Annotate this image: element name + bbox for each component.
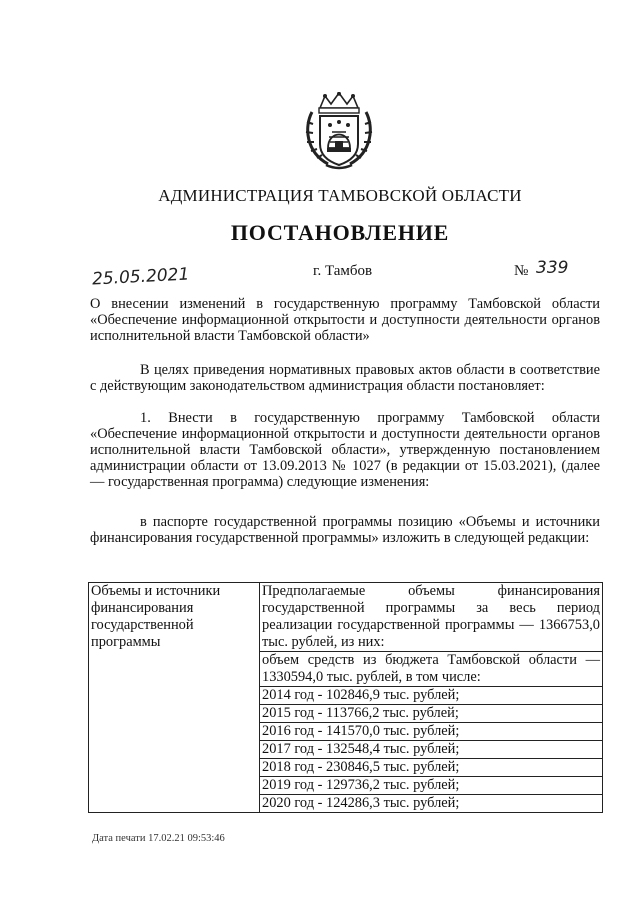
document-date: 25.05.2021 <box>91 264 190 290</box>
funding-year-2019: 2019 год - 129736,2 тыс. рублей; <box>260 777 602 795</box>
document-number-label: № <box>514 263 529 279</box>
paragraph-passport: в паспорте государственной программы позицию «Объемы и источники финансирования государственной программы» изложить в следующей редакции: <box>90 514 600 546</box>
funding-label-cell <box>89 583 260 813</box>
document-title: О внесении изменений в государственную программу Тамбовской области «Обеспечение информационной открытости и доступности деятельности органов исполнительной власти Тамбовской области» <box>90 296 600 344</box>
funding-table <box>88 582 603 813</box>
funding-year-2018: 2018 год - 230846,5 тыс. рублей; <box>260 759 602 777</box>
funding-year-2015: 2015 год - 113766,2 тыс. рублей; <box>260 705 602 723</box>
funding-year-2014: 2014 год - 102846,9 тыс. рублей; <box>260 687 602 705</box>
document-city: г. Тамбов <box>313 263 373 279</box>
funding-label: Объемы и источники финансирования государственной программы <box>91 583 221 650</box>
table-row <box>89 583 603 813</box>
paragraph-item-1: 1. Внести в государственную программу Тамбовской области «Обеспечение информационной открытости и доступности деятельности органов исполнительной власти Тамбовской области», утвержденную постановлением администрации области от 13.09.2013 № 1027 (в редакции от 15.03.2021), (далее — государственная программа) следующие изменения: <box>90 410 600 490</box>
funding-year-2016: 2016 год - 141570,0 тыс. рублей; <box>260 723 602 741</box>
funding-values-cell <box>260 583 603 813</box>
funding-year-2020: 2020 год - 124286,3 тыс. рублей; <box>262 795 460 811</box>
document-number: 339 <box>536 258 569 278</box>
funding-total: Предполагаемые объемы финансирования государственной программы за весь период реализации государственной программы — 1366753,0 тыс. рублей, из них: <box>262 583 600 650</box>
organization-name: АДМИНИСТРАЦИЯ ТАМБОВСКОЙ ОБЛАСТИ <box>158 186 522 205</box>
funding-year-2017: 2017 год - 132548,4 тыс. рублей; <box>260 741 602 759</box>
document-type: ПОСТАНОВЛЕНИЕ <box>230 220 450 245</box>
coat-of-arms-icon <box>298 92 380 172</box>
paragraph-preamble: В целях приведения нормативных правовых актов области в соответствие с действующим законодательством администрация области постановляет: <box>90 362 600 394</box>
print-date: Дата печати 17.02.21 09:53:46 <box>92 833 225 844</box>
funding-regional-budget: объем средств из бюджета Тамбовской области — 1330594,0 тыс. рублей, в том числе: <box>262 652 600 685</box>
